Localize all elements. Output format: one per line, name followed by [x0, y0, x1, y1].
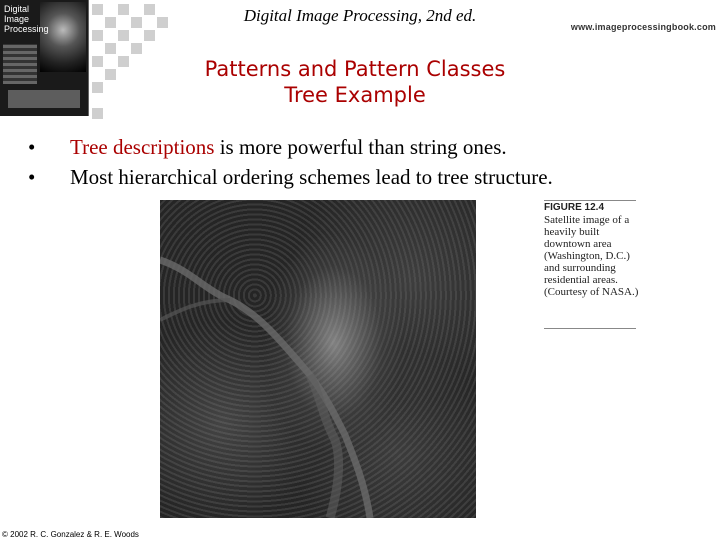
figure-caption-text: Satellite image of a heavily built downtown area (Washington, D.C.) and surrounding residential areas. (Courtesy of NASA.) — [544, 214, 639, 298]
website-url: www.imageprocessingbook.com — [570, 22, 716, 32]
copyright-footer: © 2002 R. C. Gonzalez & R. E. Woods — [2, 530, 139, 539]
caption-top-rule — [544, 200, 636, 201]
slide-title-line2: Tree Example — [284, 83, 426, 107]
bullet-marker: • — [28, 135, 36, 159]
cover-strip — [3, 44, 37, 84]
bullet-highlight: Tree descriptions — [70, 135, 215, 159]
figure-caption — [544, 202, 644, 298]
cover-title-line3: Processing — [4, 24, 49, 34]
bullet-text: Most hierarchical ordering schemes lead to tree structure. — [70, 165, 553, 189]
caption-bottom-rule — [544, 328, 636, 329]
cover-title-line2: Image — [4, 14, 30, 24]
cover-authors — [8, 90, 80, 108]
bullet-text: is more powerful than string ones. — [214, 135, 507, 159]
cover-title-line1: Digital — [4, 4, 30, 14]
satellite-image — [160, 200, 476, 518]
bullet-marker: • — [28, 165, 36, 189]
bullet-item — [28, 162, 553, 192]
satellite-river-overlay — [160, 200, 476, 518]
bullet-item — [28, 132, 553, 162]
slide-title — [90, 56, 620, 108]
book-title-header: Digital Image Processing, 2nd ed. — [243, 6, 477, 25]
slide-title-line1: Patterns and Pattern Classes — [204, 57, 506, 81]
figure-label: FIGURE 12.4 — [544, 202, 605, 213]
bullet-list — [28, 132, 553, 192]
